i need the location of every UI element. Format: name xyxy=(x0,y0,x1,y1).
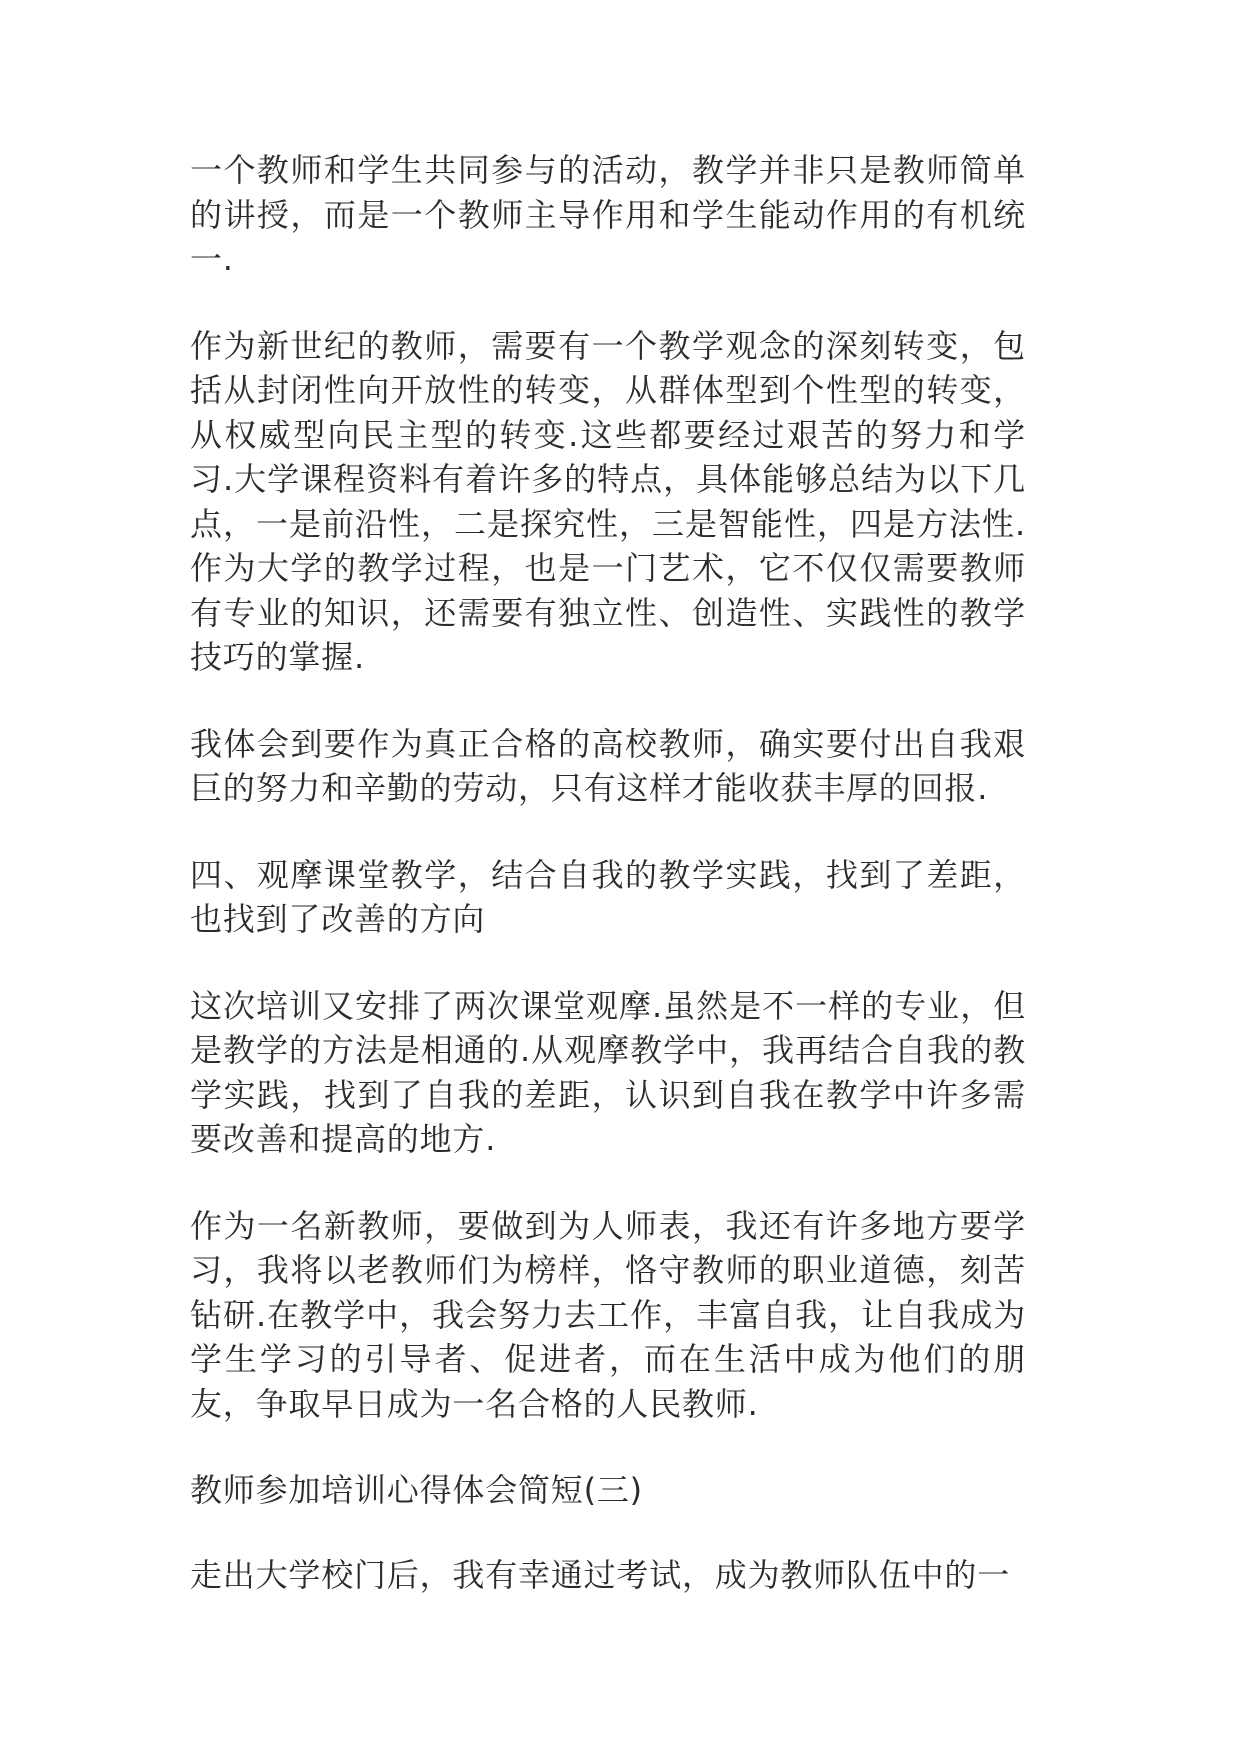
document-body xyxy=(190,148,1026,1639)
paragraph-3: 我体会到要作为真正合格的高校教师，确实要付出自我艰巨的努力和辛勤的劳动，只有这样才能收获丰厚的回报. xyxy=(190,724,1026,807)
section-heading-4: 四、观摩课堂教学，结合自我的教学实践，找到了差距，也找到了改善的方向 xyxy=(190,855,1026,938)
paragraph-5: 这次培训又安排了两次课堂观摩.虽然是不一样的专业，但是教学的方法是相通的.从观摩教学中，我再结合自我的教学实践，找到了自我的差距，认识到自我在教学中许多需要改善和提高的地方. xyxy=(190,986,1026,1158)
paragraph-2: 作为新世纪的教师，需要有一个教学观念的深刻转变，包括从封闭性向开放性的转变，从群体型到个性型的转变，从权威型向民主型的转变.这些都要经过艰苦的努力和学习.大学课程资料有着许多的特点，具体能够总结为以下几点，一是前沿性，二是探究性，三是智能性，四是方法性.作为大学的教学过程，也是一门艺术，它不仅仅需要教师有专业的知识，还需要有独立性、创造性、实践性的教学技巧的掌握. xyxy=(190,326,1026,676)
paragraph-8: 走出大学校门后，我有幸通过考试，成为教师队伍中的一 xyxy=(190,1555,1011,1594)
paragraph-6: 作为一名新教师，要做到为人师表，我还有许多地方要学习，我将以老教师们为榜样，恪守教师的职业道德，刻苦钻研.在教学中，我会努力去工作，丰富自我，让自我成为学生学习的引导者、促进者，而在生活中成为他们的朋友，争取早日成为一名合格的人民教师. xyxy=(190,1206,1026,1423)
paragraph-1: 一个教师和学生共同参与的活动，教学并非只是教师简单的讲授，而是一个教师主导作用和学生能动作用的有机统一. xyxy=(190,151,1026,278)
article-title-3: 教师参加培训心得体会简短(三) xyxy=(190,1471,643,1509)
